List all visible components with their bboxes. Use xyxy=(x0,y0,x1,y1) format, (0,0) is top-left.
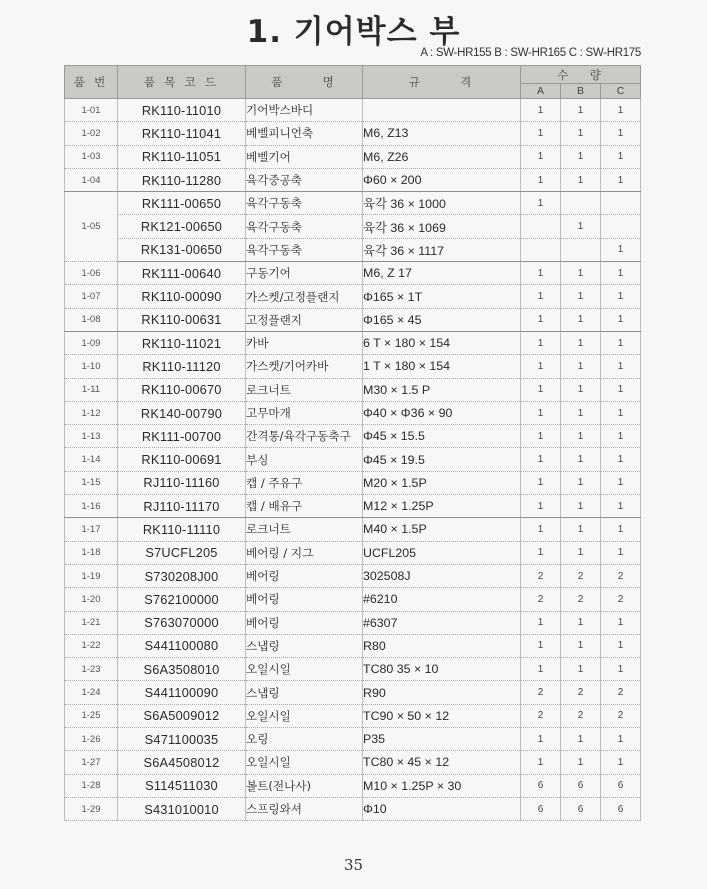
spec-cell: Φ45 × 19.5 xyxy=(363,448,521,471)
table-row xyxy=(65,122,641,145)
qty-a-cell: 1 xyxy=(521,471,561,494)
qty-b-cell: 1 xyxy=(561,168,601,191)
item-code-cell: S471100035 xyxy=(118,728,246,751)
part-name-cell: 베어링 xyxy=(246,564,363,587)
qty-b-cell: 6 xyxy=(561,774,601,797)
part-name-cell: 베어링 xyxy=(246,611,363,634)
part-number-cell: 1-10 xyxy=(65,355,118,378)
item-code-cell: S762100000 xyxy=(118,588,246,611)
qty-b-cell: 1 xyxy=(561,425,601,448)
spec-cell: 육각 36 × 1000 xyxy=(363,192,521,215)
item-code-cell: RK111-00650 xyxy=(118,192,246,215)
qty-c-cell: 1 xyxy=(601,122,641,145)
spec-cell: #6307 xyxy=(363,611,521,634)
qty-b-cell: 1 xyxy=(561,658,601,681)
item-code-cell: S6A5009012 xyxy=(118,704,246,727)
qty-c-cell: 1 xyxy=(601,168,641,191)
parts-table-body xyxy=(65,99,641,821)
qty-b-cell: 6 xyxy=(561,797,601,820)
qty-c-cell: 1 xyxy=(601,285,641,308)
qty-a-cell: 1 xyxy=(521,401,561,424)
qty-a-cell: 1 xyxy=(521,495,561,518)
qty-a-cell: 1 xyxy=(521,378,561,401)
qty-a-cell: 1 xyxy=(521,355,561,378)
part-name-cell: 오일시일 xyxy=(246,704,363,727)
qty-b-cell: 2 xyxy=(561,681,601,704)
qty-b-cell: 1 xyxy=(561,495,601,518)
item-code-cell: RK110-11280 xyxy=(118,168,246,191)
item-code-cell: RK110-00670 xyxy=(118,378,246,401)
qty-a-cell xyxy=(521,238,561,261)
item-code-cell: S6A3508010 xyxy=(118,658,246,681)
qty-b-cell: 1 xyxy=(561,541,601,564)
table-row xyxy=(65,495,641,518)
qty-b-cell: 1 xyxy=(561,518,601,541)
part-name-cell: 육각중공축 xyxy=(246,168,363,191)
spec-cell: Φ165 × 45 xyxy=(363,308,521,331)
qty-b-cell: 1 xyxy=(561,448,601,471)
qty-c-cell: 1 xyxy=(601,471,641,494)
qty-a-cell: 1 xyxy=(521,122,561,145)
part-number-cell: 1-29 xyxy=(65,797,118,820)
spec-cell: 6 T × 180 × 154 xyxy=(363,331,521,354)
table-row xyxy=(65,168,641,191)
part-name-cell: 고정플랜지 xyxy=(246,308,363,331)
spec-cell: 302508J xyxy=(363,564,521,587)
spec-cell: 육각 36 × 1117 xyxy=(363,238,521,261)
qty-c-cell: 1 xyxy=(601,495,641,518)
qty-a-cell: 1 xyxy=(521,611,561,634)
item-code-cell: S763070000 xyxy=(118,611,246,634)
table-row xyxy=(65,192,641,215)
table-row xyxy=(65,611,641,634)
qty-a-cell: 1 xyxy=(521,728,561,751)
header-qty-a: A xyxy=(521,84,561,99)
spec-cell: 육각 36 × 1069 xyxy=(363,215,521,238)
qty-a-cell: 1 xyxy=(521,425,561,448)
parts-table xyxy=(64,65,641,821)
table-row xyxy=(65,448,641,471)
item-code-cell: S441100090 xyxy=(118,681,246,704)
part-number-cell: 1-01 xyxy=(65,99,118,122)
part-number-cell: 1-28 xyxy=(65,774,118,797)
header-qty-b: B xyxy=(561,84,601,99)
qty-a-cell: 1 xyxy=(521,192,561,215)
qty-a-cell: 2 xyxy=(521,704,561,727)
part-name-cell: 기어박스바디 xyxy=(246,99,363,122)
spec-cell: M30 × 1.5 P xyxy=(363,378,521,401)
model-legend: A : SW-HR155 B : SW-HR165 C : SW-HR175 xyxy=(420,47,641,59)
qty-b-cell: 1 xyxy=(561,634,601,657)
qty-c-cell: 1 xyxy=(601,728,641,751)
spec-cell: R80 xyxy=(363,634,521,657)
spec-cell: TC90 × 50 × 12 xyxy=(363,704,521,727)
qty-a-cell: 1 xyxy=(521,331,561,354)
part-name-cell: 오일시일 xyxy=(246,751,363,774)
part-name-cell: 오일시일 xyxy=(246,658,363,681)
part-name-cell: 베벨기어 xyxy=(246,145,363,168)
item-code-cell: RK110-11051 xyxy=(118,145,246,168)
part-name-cell: 스냅링 xyxy=(246,634,363,657)
item-code-cell: S730208J00 xyxy=(118,564,246,587)
spec-cell: M40 × 1.5P xyxy=(363,518,521,541)
part-number-cell: 1-24 xyxy=(65,681,118,704)
item-code-cell: RK111-00640 xyxy=(118,262,246,285)
spec-cell: M12 × 1.25P xyxy=(363,495,521,518)
table-row xyxy=(65,658,641,681)
part-name-cell: 구동기어 xyxy=(246,262,363,285)
qty-b-cell: 2 xyxy=(561,564,601,587)
header-part-name: 품 명 xyxy=(246,66,363,99)
item-code-cell: RK121-00650 xyxy=(118,215,246,238)
spec-cell: TC80 35 × 10 xyxy=(363,658,521,681)
qty-b-cell: 1 xyxy=(561,728,601,751)
part-number-cell: 1-05 xyxy=(65,192,118,262)
qty-c-cell: 2 xyxy=(601,588,641,611)
qty-a-cell: 1 xyxy=(521,518,561,541)
table-row xyxy=(65,564,641,587)
qty-c-cell: 1 xyxy=(601,541,641,564)
qty-c-cell: 6 xyxy=(601,797,641,820)
part-number-cell: 1-06 xyxy=(65,262,118,285)
header-quantity: 수 량 xyxy=(521,66,641,84)
part-name-cell: 오링 xyxy=(246,728,363,751)
qty-b-cell: 1 xyxy=(561,122,601,145)
part-number-cell: 1-17 xyxy=(65,518,118,541)
qty-a-cell: 2 xyxy=(521,564,561,587)
part-number-cell: 1-19 xyxy=(65,564,118,587)
table-row xyxy=(65,774,641,797)
qty-c-cell: 2 xyxy=(601,564,641,587)
part-name-cell: 볼트(전나사) xyxy=(246,774,363,797)
table-row xyxy=(65,99,641,122)
qty-a-cell: 1 xyxy=(521,751,561,774)
qty-a-cell: 1 xyxy=(521,448,561,471)
item-code-cell: RK110-11010 xyxy=(118,99,246,122)
qty-b-cell: 1 xyxy=(561,99,601,122)
spec-cell: UCFL205 xyxy=(363,541,521,564)
qty-b-cell xyxy=(561,192,601,215)
part-name-cell: 육각구동축 xyxy=(246,192,363,215)
qty-c-cell: 1 xyxy=(601,448,641,471)
spec-cell: Φ165 × 1T xyxy=(363,285,521,308)
spec-cell: Φ60 × 200 xyxy=(363,168,521,191)
qty-a-cell: 2 xyxy=(521,588,561,611)
part-name-cell: 베벨피니언축 xyxy=(246,122,363,145)
item-code-cell: RK110-00090 xyxy=(118,285,246,308)
table-row xyxy=(65,751,641,774)
qty-a-cell: 1 xyxy=(521,308,561,331)
part-number-cell: 1-09 xyxy=(65,331,118,354)
item-code-cell: RK110-11021 xyxy=(118,331,246,354)
header-item-code: 품 목 코 드 xyxy=(118,66,246,99)
table-row xyxy=(65,308,641,331)
qty-c-cell: 1 xyxy=(601,518,641,541)
part-number-cell: 1-12 xyxy=(65,401,118,424)
qty-a-cell: 6 xyxy=(521,774,561,797)
part-number-cell: 1-16 xyxy=(65,495,118,518)
part-name-cell: 캡 / 주유구 xyxy=(246,471,363,494)
qty-c-cell: 2 xyxy=(601,704,641,727)
spec-cell: M20 × 1.5P xyxy=(363,471,521,494)
qty-c-cell: 1 xyxy=(601,238,641,261)
table-row xyxy=(65,634,641,657)
spec-cell: Φ45 × 15.5 xyxy=(363,425,521,448)
item-code-cell: RK131-00650 xyxy=(118,238,246,261)
page-title: 1. 기어박스 부 xyxy=(246,14,461,50)
qty-b-cell: 1 xyxy=(561,331,601,354)
part-number-cell: 1-18 xyxy=(65,541,118,564)
qty-b-cell xyxy=(561,238,601,261)
qty-c-cell: 1 xyxy=(601,331,641,354)
qty-c-cell: 1 xyxy=(601,658,641,681)
qty-c-cell xyxy=(601,215,641,238)
item-code-cell: S114511030 xyxy=(118,774,246,797)
qty-a-cell: 1 xyxy=(521,262,561,285)
table-row xyxy=(65,588,641,611)
qty-b-cell: 2 xyxy=(561,704,601,727)
part-name-cell: 로크너트 xyxy=(246,378,363,401)
table-row xyxy=(65,238,641,261)
table-row xyxy=(65,331,641,354)
part-name-cell: 카바 xyxy=(246,331,363,354)
page-number: 35 xyxy=(343,856,364,874)
qty-b-cell: 2 xyxy=(561,588,601,611)
part-name-cell: 육각구동축 xyxy=(246,238,363,261)
part-name-cell: 육각구동축 xyxy=(246,215,363,238)
header-qty-c: C xyxy=(601,84,641,99)
item-code-cell: RJ110-11170 xyxy=(118,495,246,518)
qty-c-cell: 1 xyxy=(601,262,641,285)
qty-a-cell: 6 xyxy=(521,797,561,820)
qty-c-cell: 1 xyxy=(601,634,641,657)
part-name-cell: 가스켓/고정플랜지 xyxy=(246,285,363,308)
part-name-cell: 스냅링 xyxy=(246,681,363,704)
item-code-cell: RK110-11041 xyxy=(118,122,246,145)
part-name-cell: 로크너트 xyxy=(246,518,363,541)
part-number-cell: 1-07 xyxy=(65,285,118,308)
part-number-cell: 1-02 xyxy=(65,122,118,145)
table-row xyxy=(65,145,641,168)
spec-cell: R90 xyxy=(363,681,521,704)
table-row xyxy=(65,378,641,401)
qty-b-cell: 1 xyxy=(561,378,601,401)
qty-c-cell: 1 xyxy=(601,751,641,774)
item-code-cell: S431010010 xyxy=(118,797,246,820)
qty-a-cell xyxy=(521,215,561,238)
qty-a-cell: 1 xyxy=(521,634,561,657)
header-part-no: 품 번 xyxy=(65,66,118,99)
item-code-cell: RK110-11110 xyxy=(118,518,246,541)
qty-c-cell: 1 xyxy=(601,611,641,634)
part-number-cell: 1-23 xyxy=(65,658,118,681)
spec-cell: M10 × 1.25P × 30 xyxy=(363,774,521,797)
table-row xyxy=(65,728,641,751)
qty-a-cell: 1 xyxy=(521,145,561,168)
spec-cell: 1 T × 180 × 154 xyxy=(363,355,521,378)
part-number-cell: 1-11 xyxy=(65,378,118,401)
part-name-cell: 고무마개 xyxy=(246,401,363,424)
table-row xyxy=(65,541,641,564)
item-code-cell: RK110-00631 xyxy=(118,308,246,331)
spec-cell: M6, Z 17 xyxy=(363,262,521,285)
qty-c-cell: 6 xyxy=(601,774,641,797)
spec-cell: M6, Z13 xyxy=(363,122,521,145)
part-number-cell: 1-08 xyxy=(65,308,118,331)
item-code-cell: RK110-00691 xyxy=(118,448,246,471)
item-code-cell: RK111-00700 xyxy=(118,425,246,448)
part-number-cell: 1-26 xyxy=(65,728,118,751)
qty-b-cell: 1 xyxy=(561,611,601,634)
qty-c-cell: 2 xyxy=(601,681,641,704)
item-code-cell: S441100080 xyxy=(118,634,246,657)
qty-c-cell: 1 xyxy=(601,99,641,122)
item-code-cell: RK110-11120 xyxy=(118,355,246,378)
qty-b-cell: 1 xyxy=(561,355,601,378)
qty-c-cell: 1 xyxy=(601,355,641,378)
qty-a-cell: 1 xyxy=(521,168,561,191)
item-code-cell: S7UCFL205 xyxy=(118,541,246,564)
qty-c-cell: 1 xyxy=(601,308,641,331)
spec-cell: TC80 × 45 × 12 xyxy=(363,751,521,774)
spec-cell: P35 xyxy=(363,728,521,751)
qty-c-cell: 1 xyxy=(601,378,641,401)
spec-cell: #6210 xyxy=(363,588,521,611)
qty-c-cell: 1 xyxy=(601,425,641,448)
part-name-cell: 부싱 xyxy=(246,448,363,471)
spec-cell xyxy=(363,99,521,122)
table-row xyxy=(65,518,641,541)
qty-c-cell xyxy=(601,192,641,215)
item-code-cell: RJ110-11160 xyxy=(118,471,246,494)
table-row xyxy=(65,681,641,704)
table-row xyxy=(65,797,641,820)
part-name-cell: 간격통/육각구동축구 xyxy=(246,425,363,448)
qty-b-cell: 1 xyxy=(561,751,601,774)
qty-b-cell: 1 xyxy=(561,471,601,494)
table-row xyxy=(65,704,641,727)
part-number-cell: 1-27 xyxy=(65,751,118,774)
part-number-cell: 1-25 xyxy=(65,704,118,727)
qty-a-cell: 1 xyxy=(521,99,561,122)
part-name-cell: 스프링와셔 xyxy=(246,797,363,820)
qty-b-cell: 1 xyxy=(561,308,601,331)
table-row xyxy=(65,401,641,424)
part-name-cell: 베어링 / 지그 xyxy=(246,541,363,564)
table-row xyxy=(65,262,641,285)
qty-c-cell: 1 xyxy=(601,145,641,168)
qty-b-cell: 1 xyxy=(561,215,601,238)
qty-a-cell: 2 xyxy=(521,681,561,704)
table-row xyxy=(65,471,641,494)
qty-a-cell: 1 xyxy=(521,541,561,564)
table-row xyxy=(65,285,641,308)
part-number-cell: 1-13 xyxy=(65,425,118,448)
spec-cell: M6, Z26 xyxy=(363,145,521,168)
part-number-cell: 1-15 xyxy=(65,471,118,494)
item-code-cell: RK140-00790 xyxy=(118,401,246,424)
table-row xyxy=(65,215,641,238)
qty-b-cell: 1 xyxy=(561,285,601,308)
part-number-cell: 1-14 xyxy=(65,448,118,471)
qty-c-cell: 1 xyxy=(601,401,641,424)
qty-b-cell: 1 xyxy=(561,145,601,168)
qty-b-cell: 1 xyxy=(561,262,601,285)
qty-b-cell: 1 xyxy=(561,401,601,424)
part-name-cell: 가스켓/기어카바 xyxy=(246,355,363,378)
table-row xyxy=(65,425,641,448)
part-number-cell: 1-04 xyxy=(65,168,118,191)
part-number-cell: 1-21 xyxy=(65,611,118,634)
part-name-cell: 베어링 xyxy=(246,588,363,611)
part-number-cell: 1-03 xyxy=(65,145,118,168)
part-number-cell: 1-22 xyxy=(65,634,118,657)
part-name-cell: 캡 / 배유구 xyxy=(246,495,363,518)
part-number-cell: 1-20 xyxy=(65,588,118,611)
table-row xyxy=(65,355,641,378)
header-spec: 규 격 xyxy=(363,66,521,99)
qty-a-cell: 1 xyxy=(521,285,561,308)
qty-a-cell: 1 xyxy=(521,658,561,681)
spec-cell: Φ10 xyxy=(363,797,521,820)
item-code-cell: S6A4508012 xyxy=(118,751,246,774)
spec-cell: Φ40 × Φ36 × 90 xyxy=(363,401,521,424)
